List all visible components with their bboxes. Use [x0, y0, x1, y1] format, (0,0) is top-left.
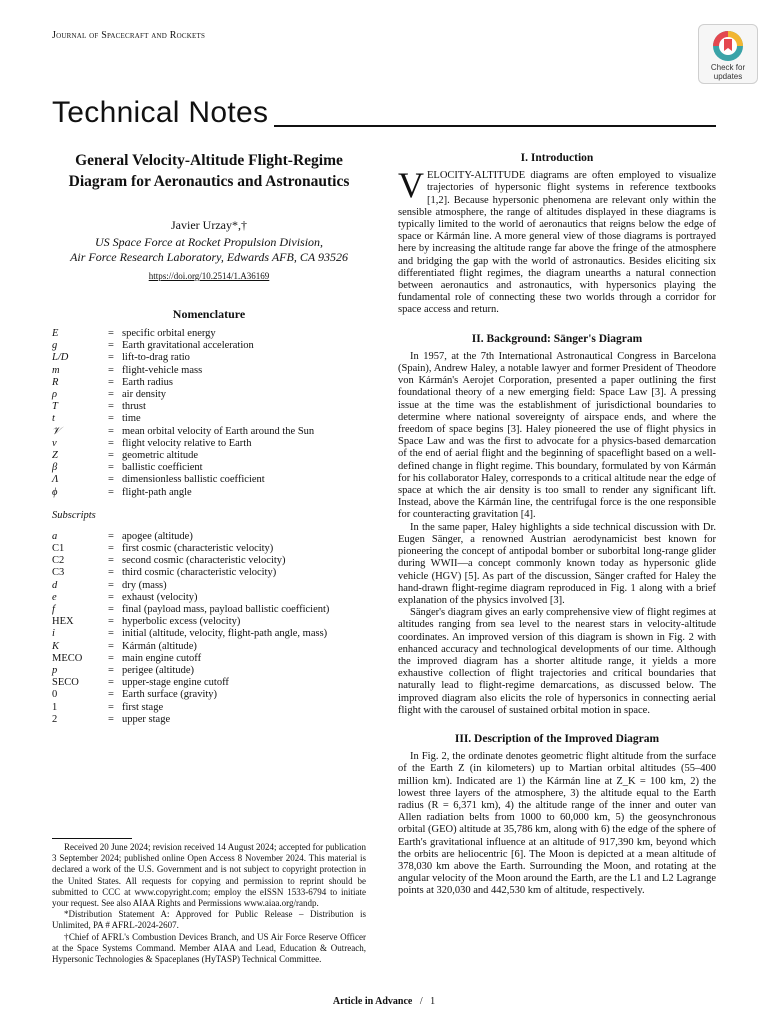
nomenclature-symbol: 𝒱 — [52, 425, 61, 437]
nomenclature-symbol: Λ — [52, 474, 59, 486]
nomenclature-equals: = — [108, 389, 114, 401]
subscript-row — [52, 641, 366, 653]
subscript-equals: = — [108, 567, 114, 579]
badge-line-1: Check for — [710, 63, 746, 72]
nomenclature-equals: = — [108, 437, 114, 449]
nomenclature-symbol: v — [52, 437, 57, 449]
nomenclature-symbol: Z — [52, 450, 58, 462]
subscript-row — [52, 628, 366, 640]
subscript-definition: second cosmic (characteristic velocity) — [122, 555, 286, 567]
nomenclature-equals: = — [108, 352, 114, 364]
nomenclature-equals: = — [108, 401, 114, 413]
subscript-definition: Earth surface (gravity) — [122, 689, 218, 701]
nomenclature-row — [52, 413, 366, 425]
nomenclature-equals: = — [108, 328, 114, 339]
nomenclature-definition: mean orbital velocity of Earth around the Sun — [122, 425, 315, 437]
subscript-equals: = — [108, 591, 114, 603]
affiliation — [52, 235, 366, 265]
subscript-row — [52, 555, 366, 567]
nomenclature-row — [52, 401, 366, 413]
subscript-definition: upper-stage engine cutoff — [122, 677, 229, 689]
subscript-row — [52, 580, 366, 592]
nomenclature-definition: dimensionless ballistic coefficient — [122, 474, 265, 486]
nomenclature-definition: flight-path angle — [122, 486, 192, 498]
drop-cap: V — [398, 165, 424, 206]
subscript-symbol: K — [52, 640, 60, 652]
subscript-row — [52, 665, 366, 677]
author: Javier Urzay*,† — [171, 218, 247, 232]
subscript-equals: = — [108, 665, 114, 677]
subscript-symbol: MECO — [52, 652, 83, 664]
section-heading: Technical Notes — [52, 96, 269, 129]
subscripts-list — [52, 531, 366, 726]
subscript-definition: perigee (altitude) — [122, 665, 195, 677]
nomenclature-definition: air density — [122, 389, 167, 401]
nomenclature-list — [52, 328, 366, 499]
subscript-row — [52, 677, 366, 689]
left-column — [52, 150, 366, 726]
subscript-symbol: a — [52, 530, 58, 542]
subscript-symbol: d — [52, 579, 58, 591]
subscript-equals: = — [108, 543, 114, 555]
nomenclature-row — [52, 377, 366, 389]
subscript-equals: = — [108, 701, 114, 713]
subscript-definition: Kármán (altitude) — [122, 640, 197, 652]
subscript-row — [52, 616, 366, 628]
subscript-row — [52, 531, 366, 543]
nomenclature-definition: Earth radius — [122, 376, 174, 388]
subscript-row — [52, 689, 366, 701]
footnote-distribution: *Distribution Statement A: Approved for Public Release – Distribution is Unlimited, PA # AFRL-2024-2607. — [52, 909, 366, 931]
subscript-equals: = — [108, 555, 114, 567]
subscript-symbol: HEX — [52, 616, 74, 628]
crossmark-icon — [711, 29, 745, 63]
subscript-definition: upper stage — [122, 713, 171, 725]
subscript-symbol: 0 — [52, 689, 58, 701]
subscript-equals: = — [108, 677, 114, 689]
nomenclature-title: Nomenclature — [172, 307, 246, 321]
nomenclature-row — [52, 389, 366, 401]
subscripts-title: Subscripts — [52, 509, 96, 521]
subscript-equals: = — [108, 604, 114, 616]
nomenclature-equals: = — [108, 462, 114, 474]
subscript-row — [52, 592, 366, 604]
nomenclature-definition: time — [122, 413, 141, 425]
nomenclature-definition: flight velocity relative to Earth — [122, 437, 252, 449]
subscript-definition: apogee (altitude) — [122, 530, 193, 542]
subscript-symbol: i — [52, 628, 55, 640]
nomenclature-row — [52, 352, 366, 364]
nomenclature-symbol: ϕ — [52, 486, 58, 498]
subscript-definition: first cosmic (characteristic velocity) — [122, 543, 274, 555]
nomenclature-row — [52, 462, 366, 474]
subscript-definition: initial (altitude, velocity, flight-path angle, mass) — [122, 628, 328, 640]
footnote-rule — [52, 838, 132, 839]
nomenclature-symbol: β — [52, 462, 58, 474]
affiliation-line-2: Air Force Research Laboratory, Edwards AFB, CA 93526 — [70, 250, 348, 264]
nomenclature-equals: = — [108, 364, 114, 376]
nomenclature-equals: = — [108, 413, 114, 425]
nomenclature-definition: ballistic coefficient — [122, 462, 203, 474]
right-column — [398, 152, 716, 898]
subscript-symbol: 1 — [52, 701, 58, 713]
subscript-symbol: C2 — [52, 555, 65, 567]
nomenclature-definition: geometric altitude — [122, 450, 199, 462]
nomenclature-symbol: g — [52, 340, 58, 352]
nomenclature-row — [52, 426, 366, 438]
nomenclature-symbol: m — [52, 364, 60, 376]
subscript-definition: first stage — [122, 701, 164, 713]
nomenclature-definition: flight-vehicle mass — [122, 364, 203, 376]
article-title: General Velocity-Altitude Flight-Regime Diagram for Aeronautics and Astronautics — [68, 152, 350, 190]
intro-text: ELOCITY-ALTITUDE diagrams are often employed to visualize trajectories of hypersonic flight systems in reference textbooks [1,2]. Because hypersonic phenomena are relevant only within the sensible atmosphere, the range of altitudes displayed in these diagrams is typically limited to the world of aeronautics that reigns below the edge of space or Kármán line. A more general view of those diagrams is portrayed here by increasing the altitude range far above the fringe of the atmosphere and bridging the gap with the world of astronautics. Besides eliciting six differentiated flight regimes, the diagram unearths a natural connection between aeronautics and astronautics, with hypersonics playing the fundamental role of connecting these two worlds through a corridor for space access and return. — [398, 170, 716, 316]
subscript-symbol: f — [52, 604, 55, 616]
subscript-definition: hyperbolic excess (velocity) — [122, 616, 241, 628]
nomenclature-symbol: t — [52, 413, 55, 425]
description-heading: III. Description of the Improved Diagram — [454, 732, 660, 745]
nomenclature-symbol: R — [52, 376, 59, 388]
journal-name: Journal of Spacecraft and Rockets — [52, 30, 206, 41]
nomenclature-definition: Earth gravitational acceleration — [122, 340, 254, 352]
background-paragraph-1: In 1957, at the 7th International Astronautical Congress in Barcelona (Spain), Andrew Haley, a notable lawyer and former President of Theodore von Kármán's Aerojet Corporation, presented a paper outlining the first foundational theory of a new emerging field: Space Law [3]. A pressing issue at the time was the establishment of jurisdictional boundaries to determine where national sovereignty of airspace ends, and where the freedom of space begins [3]. Haley pioneered the use of flight physics in Space Law and was the first to advocate for a physics-based demarcation of the end of aerial flight and the beginning of spaceflight based on a well-defined change in flight regime. This boundary, formulated by von Kármán for his collaborator Haley, corresponds to a critical altitude near the edge of space at which the air density is too small to render any significant lift. Instead, above the Kármán line, the centrifugal force is the one responsible for counteracting gravitation [4]. — [398, 350, 716, 521]
nomenclature-symbol: E — [52, 328, 59, 339]
subscript-equals: = — [108, 652, 114, 664]
nomenclature-symbol: T — [52, 401, 58, 413]
subscript-equals: = — [108, 713, 114, 725]
background-heading: II. Background: Sänger's Diagram — [471, 332, 643, 345]
subscript-symbol: p — [52, 665, 58, 677]
subscript-equals: = — [108, 689, 114, 701]
affiliation-line-1: US Space Force at Rocket Propulsion Division, — [94, 235, 324, 249]
subscript-row — [52, 604, 366, 616]
subscript-row — [52, 714, 366, 726]
nomenclature-row — [52, 340, 366, 352]
doi-link[interactable]: https://doi.org/10.2514/1.A36169 — [148, 271, 270, 281]
nomenclature-equals: = — [108, 474, 114, 486]
subscript-equals: = — [108, 640, 114, 652]
footer-label: Article in Advance — [332, 996, 413, 1007]
background-paragraph-3: Sänger's diagram gives an early comprehensive view of flight regimes at altitudes ranging from sea level to the nearest stars in velocity-altitude coordinates. An improved version of this diagram is shown in Fig. 2 with enhanced accuracy and technological developments of our time. Although the improved diagram has a shorter altitude range, it yields a more exhaustive collection of flight trajectories and critical boundaries that naturally lead to flight-regime demarcations, as discussed below. The improved diagram also elicits the role of hypersonics in connecting aerial flight with the carousel of sustained orbital motion in space. — [398, 607, 716, 716]
subscript-equals: = — [108, 530, 114, 542]
nomenclature-row — [52, 474, 366, 486]
subscript-symbol: 2 — [52, 713, 58, 725]
footnote-chief: †Chief of AFRL's Combustion Devices Branch, and US Air Force Reserve Officer at the Space Systems Command. Member AIAA and Lead, Education & Outreach, Hypersonic Technologies & Spaceplanes (HyTASP) Technical Committee. — [52, 931, 366, 965]
nomenclature-equals: = — [108, 486, 114, 498]
footnotes — [52, 838, 366, 965]
nomenclature-symbol: L/D — [52, 352, 69, 364]
heading-rule — [274, 125, 716, 127]
description-paragraph-1: In Fig. 2, the ordinate denotes geometric flight altitude from the surface of the Earth Z (in kilometers) up to Martian orbital altitudes (55–400 million km). Indicated are 1) the Kármán line at Z_K = 100 km, 2) the lowest three layers of the atmosphere, 3) the altitude equal to the Earth radius (R = 6,371 km), 4) the altitude range of the inner and outer van Allen radiation belts from 1000 to 60,000 km, 5) the geosynchronous orbital (GEO) altitude at 35,786 km, along with 6) the edge of the sphere of Earth's gravitational influence at an altitude of 917,390 km, beyond which the orbits are heliocentric [6]. The Moon is depicted at a mean altitude of 378,030 km above the Earth. Surrounding the Moon, and rotating at the angular velocity of the Moon around the Earth, are the L1 and L2 Lagrange points at 320,030 and 442,530 km of altitude, respectively. — [398, 751, 716, 897]
subscript-definition: third cosmic (characteristic velocity) — [122, 567, 277, 579]
subscript-equals: = — [108, 579, 114, 591]
intro-heading: I. Introduction — [520, 152, 594, 164]
subscript-symbol: SECO — [52, 677, 79, 689]
subscript-definition: exhaust (velocity) — [122, 591, 198, 603]
subscript-row — [52, 543, 366, 555]
nomenclature-symbol: ρ — [52, 389, 58, 401]
footnote-received: Received 20 June 2024; revision received 14 August 2024; accepted for publication 3 September 2024; published online Open Access 8 November 2024. This material is declared a work of the U.S. Government and is not subject to copyright protection in the United States. All requests for copying and permission to reprint should be submitted to CCC at www.copyright.com; employ the eISSN 1533-6794 to initiate your request. See also AIAA Rights and Permissions www.aiaa.org/randp. — [52, 842, 366, 909]
subscript-equals: = — [108, 628, 114, 640]
nomenclature-row — [52, 450, 366, 462]
nomenclature-row — [52, 328, 366, 340]
subscript-definition: final (payload mass, payload ballistic coefficient) — [122, 604, 330, 616]
nomenclature-row — [52, 365, 366, 377]
nomenclature-row — [52, 438, 366, 450]
subscript-symbol: e — [52, 591, 57, 603]
subscript-symbol: C3 — [52, 567, 65, 579]
nomenclature-equals: = — [108, 450, 114, 462]
page-footer — [0, 996, 768, 1007]
intro-paragraph — [398, 165, 716, 316]
nomenclature-equals: = — [108, 340, 114, 352]
subscript-definition: dry (mass) — [122, 579, 167, 591]
subscript-equals: = — [108, 616, 114, 628]
background-paragraph-2: In the same paper, Haley highlights a side technical discussion with Dr. Eugen Sänger, a renowned Austrian aerodynamicist best known for pioneering the concept of antipodal bomber or suborbital long-range glider during WWII—a concept commonly known today as hypersonic glide vehicle (HGV) [5]. As part of the discussion, Sänger crafted for Haley the hand-drawn flight-regime diagram reproduced in Fig. 1 along with a brief explanation of the physics involved [3]. — [398, 521, 716, 606]
nomenclature-definition: thrust — [122, 401, 146, 413]
subscript-symbol: C1 — [52, 543, 65, 555]
footer-separator: / — [419, 996, 423, 1007]
subscript-row — [52, 567, 366, 579]
check-for-updates-badge[interactable] — [698, 24, 758, 84]
subscript-row — [52, 653, 366, 665]
subscript-definition: main engine cutoff — [122, 652, 202, 664]
nomenclature-definition: lift-to-drag ratio — [122, 352, 190, 364]
nomenclature-row — [52, 487, 366, 499]
subscript-row — [52, 702, 366, 714]
page-number: 1 — [430, 996, 436, 1007]
badge-line-2: updates — [713, 72, 743, 81]
nomenclature-equals: = — [108, 376, 114, 388]
nomenclature-definition: specific orbital energy — [122, 328, 216, 339]
nomenclature-equals: = — [108, 425, 114, 437]
